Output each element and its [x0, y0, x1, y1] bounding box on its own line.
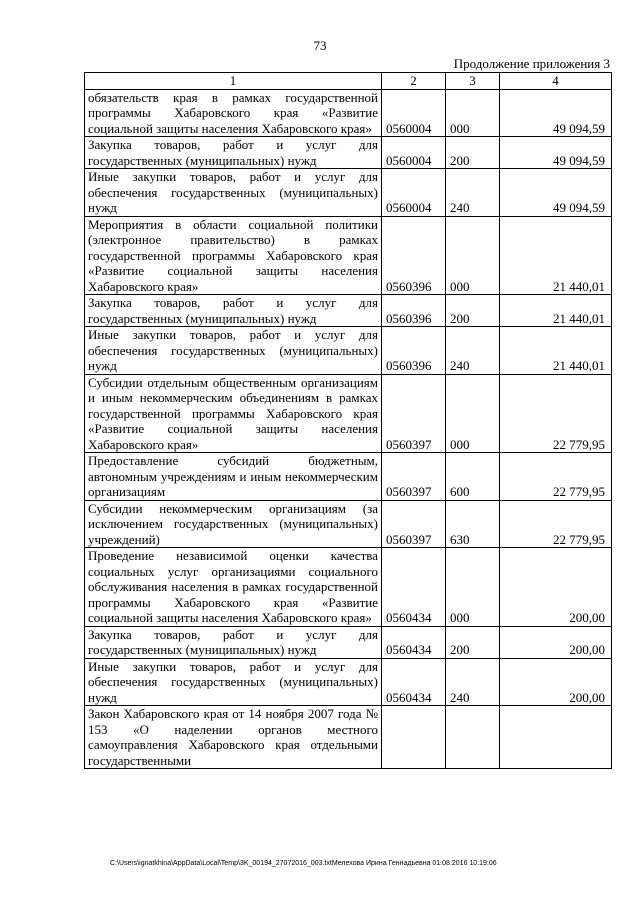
column-header: 1 — [85, 73, 382, 90]
row-amount: 49 094,59 — [500, 169, 612, 217]
row-description: Мероприятия в области социальной политики (электронное правительство) в рамках государственной программы Хабаровского края «Развитие социальной защиты населения Хабаровского края» — [85, 216, 382, 295]
row-target-code: 0560397 — [382, 453, 446, 501]
table-row — [85, 137, 612, 169]
row-amount: 21 440,01 — [500, 216, 612, 295]
row-description: обязательств края в рамках государственной программы Хабаровского края «Развитие социальной защиты населения Хабаровского края» — [85, 89, 382, 137]
budget-table — [84, 72, 612, 769]
row-expense-type: 240 — [446, 658, 500, 706]
row-amount: 200,00 — [500, 658, 612, 706]
row-description: Закупка товаров, работ и услуг для государственных (муниципальных) нужд — [85, 626, 382, 658]
row-amount: 21 440,01 — [500, 327, 612, 375]
row-expense-type: 000 — [446, 374, 500, 453]
row-amount: 22 779,95 — [500, 374, 612, 453]
table-row — [85, 706, 612, 769]
row-expense-type: 630 — [446, 500, 500, 548]
column-header: 4 — [500, 73, 612, 90]
row-target-code: 0560434 — [382, 626, 446, 658]
row-description: Проведение независимой оценки качества социальных услуг организациями социального обслуживания населения в рамках государственной программы Хабаровского края «Развитие социальной защиты населения Хабаровского края» — [85, 548, 382, 627]
row-description: Иные закупки товаров, работ и услуг для обеспечения государственных (муниципальных) нужд — [85, 327, 382, 375]
table-row — [85, 327, 612, 375]
row-target-code: 0560396 — [382, 327, 446, 375]
row-amount: 49 094,59 — [500, 89, 612, 137]
table-row — [85, 169, 612, 217]
row-expense-type: 000 — [446, 89, 500, 137]
table-row — [85, 453, 612, 501]
appendix-caption: Продолжение приложения 3 — [453, 56, 610, 71]
row-description: Субсидии отдельным общественным организациям и иным некоммерческим объединениям в рамках государственной программы Хабаровского края «Развитие социальной защиты населения Хабаровского края» — [85, 374, 382, 453]
row-expense-type: 000 — [446, 548, 500, 627]
table-row — [85, 500, 612, 548]
row-target-code: 0560434 — [382, 548, 446, 627]
row-description: Предоставление субсидий бюджетным, автономным учреждениям и иным некоммерческим организациям — [85, 453, 382, 501]
row-target-code: 0560397 — [382, 374, 446, 453]
row-amount — [500, 706, 612, 769]
row-target-code: 0560397 — [382, 500, 446, 548]
row-description: Иные закупки товаров, работ и услуг для обеспечения государственных (муниципальных) нужд — [85, 658, 382, 706]
table-row — [85, 626, 612, 658]
row-amount: 22 779,95 — [500, 453, 612, 501]
row-description: Закупка товаров, работ и услуг для государственных (муниципальных) нужд — [85, 295, 382, 327]
table-row — [85, 89, 612, 137]
row-expense-type: 200 — [446, 137, 500, 169]
table-row — [85, 548, 612, 627]
row-amount: 22 779,95 — [500, 500, 612, 548]
table-row — [85, 658, 612, 706]
row-target-code: 0560396 — [382, 295, 446, 327]
row-expense-type: 600 — [446, 453, 500, 501]
row-amount: 49 094,59 — [500, 137, 612, 169]
column-header: 2 — [382, 73, 446, 90]
row-description: Закон Хабаровского края от 14 ноября 2007 года № 153 «О наделении органов местного самоуправления Хабаровского края отдельными государственными — [85, 706, 382, 769]
row-expense-type: 200 — [446, 626, 500, 658]
row-target-code: 0560396 — [382, 216, 446, 295]
row-expense-type — [446, 706, 500, 769]
column-header: 3 — [446, 73, 500, 90]
file-path-footer: C:\Users\ignatkhina\AppData\Local\Temp\3K_00194_27072016_003.txtМелехова Ирина Геннадьевна 01.08.2016 10:19:06 — [110, 860, 497, 867]
row-description: Субсидии некоммерческим организациям (за исключением государственных (муниципальных) учреждений) — [85, 500, 382, 548]
row-target-code: 0560004 — [382, 89, 446, 137]
row-amount: 21 440,01 — [500, 295, 612, 327]
row-expense-type: 240 — [446, 169, 500, 217]
row-expense-type: 000 — [446, 216, 500, 295]
row-amount: 200,00 — [500, 626, 612, 658]
row-target-code: 0560434 — [382, 658, 446, 706]
table-row — [85, 295, 612, 327]
table-row — [85, 216, 612, 295]
row-expense-type: 200 — [446, 295, 500, 327]
table-header-row — [85, 73, 612, 90]
row-description: Закупка товаров, работ и услуг для государственных (муниципальных) нужд — [85, 137, 382, 169]
row-description: Иные закупки товаров, работ и услуг для обеспечения государственных (муниципальных) нужд — [85, 169, 382, 217]
table-row — [85, 374, 612, 453]
row-amount: 200,00 — [500, 548, 612, 627]
row-target-code — [382, 706, 446, 769]
row-expense-type: 240 — [446, 327, 500, 375]
row-target-code: 0560004 — [382, 137, 446, 169]
row-target-code: 0560004 — [382, 169, 446, 217]
page-number: 73 — [313, 38, 327, 53]
